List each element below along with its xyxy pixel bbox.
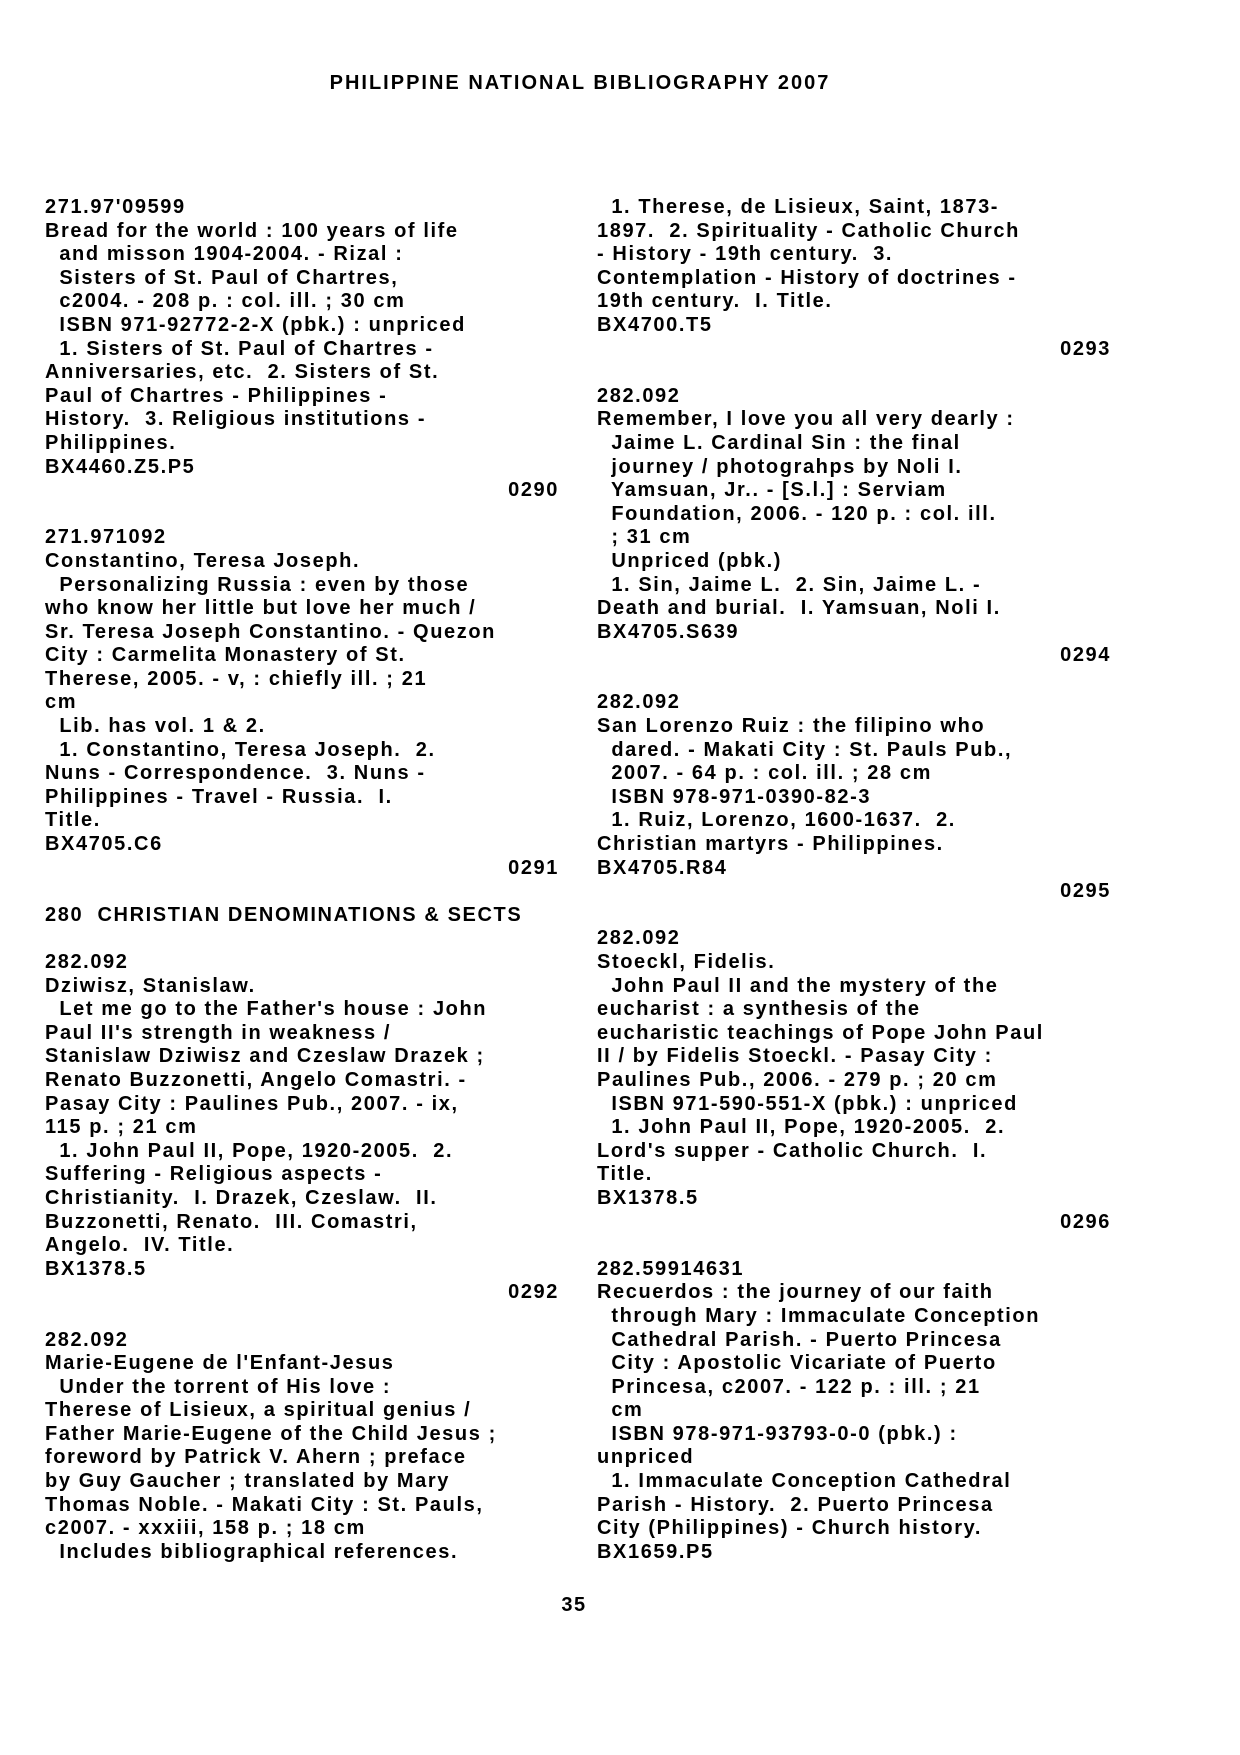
entry-number: 0292 — [508, 1281, 559, 1304]
entry-number: 0293 — [1060, 337, 1111, 360]
text-line: 280 CHRISTIAN DENOMINATIONS & SECTS — [45, 903, 523, 926]
text-line — [45, 503, 565, 527]
text-line: Bread for the world : 100 years of life — [45, 219, 459, 242]
text-line — [45, 880, 565, 904]
text-line: II / by Fidelis Stoeckl. - Pasay City : — [597, 1045, 993, 1068]
text-line — [45, 927, 565, 951]
text-line: ; 31 cm — [597, 526, 692, 549]
text-line: 1. Therese, de Lisieux, Saint, 1873- — [597, 196, 1000, 218]
text-line: Title. — [45, 809, 101, 832]
text-line: Paul II's strength in weakness / — [45, 1021, 392, 1044]
text-line: Sr. Teresa Joseph Constantino. - Quezon — [45, 620, 496, 643]
text-line: History. 3. Religious institutions - — [45, 408, 427, 431]
text-line: BX4705.R84 — [597, 856, 728, 879]
entry-number: 0296 — [1060, 1210, 1111, 1233]
page-header-title: PHILIPPINE NATIONAL BIBLIOGRAPHY 2007 — [329, 72, 831, 94]
text-line: BX4460.Z5.P5 — [45, 455, 196, 478]
text-line — [597, 904, 1117, 928]
text-line — [597, 361, 1117, 385]
text-line: BX4705.C6 — [45, 833, 163, 856]
text-line: foreword by Patrick V. Ahern ; preface — [45, 1446, 467, 1469]
text-line: Princesa, c2007. - 122 p. : ill. ; 21 — [597, 1375, 981, 1398]
text-line: journey / photograhps by Noli I. — [597, 455, 963, 478]
right-column — [597, 196, 1117, 1564]
text-line: BX4705.S639 — [597, 620, 740, 643]
text-line: Contemplation - History of doctrines - — [597, 266, 1017, 289]
text-line: unpriced — [597, 1446, 695, 1469]
text-line: Nuns - Correspondence. 3. Nuns - — [45, 762, 426, 785]
text-line: cm — [597, 1399, 644, 1422]
text-line: 1. Sisters of St. Paul of Chartres - — [45, 337, 434, 360]
text-line: 282.59914631 — [597, 1257, 745, 1280]
text-line: ISBN 978-971-93793-0-0 (pbk.) : — [597, 1422, 958, 1445]
text-line: Under the torrent of His love : — [45, 1375, 392, 1398]
text-line: Angelo. IV. Title. — [45, 1234, 235, 1257]
text-line: 1. John Paul II, Pope, 1920-2005. 2. — [45, 1139, 454, 1162]
text-line: eucharistic teachings of Pope John Paul — [597, 1021, 1044, 1044]
text-line: 282.092 — [45, 1328, 129, 1351]
text-line: 282.092 — [597, 691, 681, 714]
text-line: Parish - History. 2. Puerto Princesa — [597, 1493, 994, 1516]
text-line: 271.97'09599 — [45, 196, 186, 218]
text-line: Constantino, Teresa Joseph. — [45, 549, 361, 572]
text-line — [45, 1305, 565, 1329]
text-line: City : Apostolic Vicariate of Puerto — [597, 1352, 997, 1375]
text-line: cm — [45, 691, 78, 714]
text-line: Unpriced (pbk.) — [597, 549, 782, 572]
text-line — [597, 1234, 1117, 1258]
text-line: Cathedral Parish. - Puerto Princesa — [597, 1328, 1002, 1351]
entry-number: 0291 — [508, 856, 559, 879]
text-line: Dziwisz, Stanislaw. — [45, 974, 256, 997]
text-line: Christian martyrs - Philippines. — [597, 833, 944, 856]
text-line: Personalizing Russia : even by those — [45, 573, 470, 596]
text-line: Foundation, 2006. - 120 p. : col. ill. — [597, 502, 997, 525]
text-line: 271.971092 — [45, 526, 167, 549]
text-line: by Guy Gaucher ; translated by Mary — [45, 1470, 450, 1493]
text-line: 19th century. I. Title. — [597, 290, 833, 313]
text-line: c2007. - xxxiii, 158 p. ; 18 cm — [45, 1517, 366, 1540]
text-line: ISBN 978-971-0390-82-3 — [597, 785, 872, 808]
text-line: 1. Ruiz, Lorenzo, 1600-1637. 2. — [597, 809, 956, 832]
text-line: Title. — [597, 1163, 653, 1186]
text-line: BX1378.5 — [597, 1186, 699, 1209]
text-line: Christianity. I. Drazek, Czeslaw. II. — [45, 1186, 438, 1209]
text-line: Paulines Pub., 2006. - 279 p. ; 20 cm — [597, 1068, 998, 1091]
text-line: Remember, I love you all very dearly : — [597, 408, 1015, 431]
text-line: c2004. - 208 p. : col. ill. ; 30 cm — [45, 290, 406, 313]
text-line: 282.092 — [597, 384, 681, 407]
text-line: City : Carmelita Monastery of St. — [45, 644, 406, 667]
text-line: Anniversaries, etc. 2. Sisters of St. — [45, 361, 440, 384]
text-line: dared. - Makati City : St. Pauls Pub., — [597, 738, 1013, 761]
text-line: BX4700.T5 — [597, 313, 713, 336]
text-line: Recuerdos : the journey of our faith — [597, 1281, 994, 1304]
text-line: Stanislaw Dziwisz and Czeslaw Drazek ; — [45, 1045, 485, 1068]
left-column — [45, 196, 565, 1564]
text-line: Lord's supper - Catholic Church. I. — [597, 1139, 988, 1162]
text-line: - History - 19th century. 3. — [597, 243, 894, 266]
text-line: 1. Sin, Jaime L. 2. Sin, Jaime L. - — [597, 573, 982, 596]
text-line: 1. John Paul II, Pope, 1920-2005. 2. — [597, 1116, 1006, 1139]
text-line: 1. Immaculate Conception Cathedral — [597, 1470, 1012, 1493]
text-line: Includes bibliographical references. — [45, 1540, 459, 1563]
text-line: Let me go to the Father's house : John — [45, 998, 488, 1021]
entry-number: 0294 — [1060, 644, 1111, 667]
text-line: Jaime L. Cardinal Sin : the final — [597, 431, 961, 454]
text-line: ISBN 971-92772-2-X (pbk.) : unpriced — [45, 313, 466, 336]
text-line: 115 p. ; 21 cm — [45, 1116, 198, 1139]
text-line: Therese, 2005. - v, : chiefly ill. ; 21 — [45, 667, 428, 690]
text-line: who know her little but love her much / — [45, 597, 477, 620]
text-line: Thomas Noble. - Makati City : St. Pauls, — [45, 1493, 484, 1516]
text-line: 282.092 — [45, 951, 129, 973]
text-line: Lib. has vol. 1 & 2. — [45, 715, 266, 738]
text-line: Stoeckl, Fidelis. — [597, 951, 776, 973]
text-line: City (Philippines) - Church history. — [597, 1517, 983, 1540]
text-line: Buzzonetti, Renato. III. Comastri, — [45, 1210, 418, 1233]
text-line: Sisters of St. Paul of Chartres, — [45, 266, 399, 289]
text-line: Yamsuan, Jr.. - [S.l.] : Serviam — [597, 479, 947, 502]
text-line: Death and burial. I. Yamsuan, Noli I. — [597, 597, 1001, 620]
entry-number: 0290 — [508, 479, 559, 502]
text-line: 1. Constantino, Teresa Joseph. 2. — [45, 738, 436, 761]
page-number: 35 — [561, 1594, 587, 1616]
text-line: eucharist : a synthesis of the — [597, 998, 921, 1021]
text-line — [597, 668, 1117, 692]
text-line: Philippines - Travel - Russia. I. — [45, 785, 393, 808]
text-line: through Mary : Immaculate Conception — [597, 1304, 1041, 1327]
text-line: 282.092 — [597, 927, 681, 950]
text-line: Suffering - Religious aspects - — [45, 1163, 383, 1186]
text-line: Renato Buzzonetti, Angelo Comastri. - — [45, 1068, 467, 1091]
text-line: John Paul II and the mystery of the — [597, 974, 999, 997]
text-line: Therese of Lisieux, a spiritual genius / — [45, 1399, 472, 1422]
text-line: 2007. - 64 p. : col. ill. ; 28 cm — [597, 762, 933, 785]
text-line: BX1659.P5 — [597, 1540, 714, 1563]
text-line: Father Marie-Eugene of the Child Jesus ; — [45, 1422, 497, 1445]
text-line: ISBN 971-590-551-X (pbk.) : unpriced — [597, 1092, 1018, 1115]
text-line: and misson 1904-2004. - Rizal : — [45, 243, 404, 266]
text-line: San Lorenzo Ruiz : the filipino who — [597, 715, 986, 738]
text-line: 1897. 2. Spirituality - Catholic Church — [597, 219, 1020, 242]
text-line: Paul of Chartres - Philippines - — [45, 384, 388, 407]
text-line: Philippines. — [45, 431, 177, 454]
text-line: Marie-Eugene de l'Enfant-Jesus — [45, 1352, 395, 1375]
entry-number: 0295 — [1060, 880, 1111, 903]
text-line: Pasay City : Paulines Pub., 2007. - ix, — [45, 1092, 459, 1115]
text-line: BX1378.5 — [45, 1257, 147, 1280]
